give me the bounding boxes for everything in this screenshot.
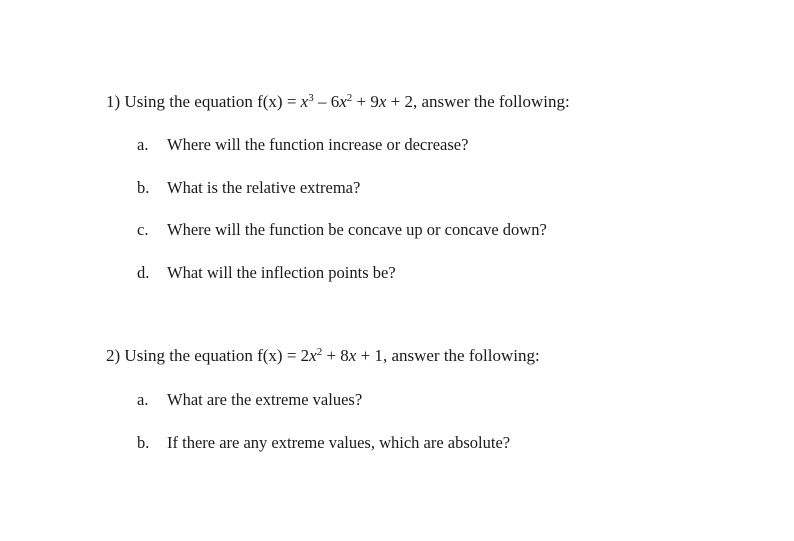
item-text: What is the relative extrema? — [167, 178, 361, 197]
eq1-var-3: x — [378, 92, 387, 111]
eq1-var-2: x — [339, 92, 347, 111]
eq1-op-1: – 6 — [313, 92, 340, 111]
question-1-prefix: 1) Using the equation f(x) = — [106, 92, 301, 111]
item-text: If there are any extreme values, which are absolute? — [167, 433, 511, 452]
item-letter: b. — [137, 178, 150, 197]
eq2-op-1: + 8 — [322, 346, 349, 365]
item-text: Where will the function be concave up or concave down? — [167, 220, 547, 239]
eq1-var-1: x — [300, 92, 309, 111]
eq2-tail: + 1 — [356, 346, 383, 365]
question-1-item-a — [137, 135, 468, 155]
item-letter: b. — [137, 433, 150, 452]
question-1-item-d — [137, 263, 396, 283]
question-2-item-a — [137, 390, 362, 410]
item-text: Where will the function increase or decrease? — [167, 135, 469, 154]
item-text: What are the extreme values? — [167, 390, 363, 409]
question-1 — [106, 92, 570, 112]
item-letter: d. — [137, 263, 150, 282]
question-2-prefix: 2) Using the equation f(x) = — [106, 346, 301, 365]
item-letter: c. — [137, 220, 149, 239]
question-1-item-c — [137, 220, 547, 240]
eq2-lead: 2 — [300, 346, 310, 365]
eq1-op-2: + 9 — [352, 92, 379, 111]
question-2-suffix: , answer the following: — [382, 346, 540, 365]
question-1-equation — [301, 92, 413, 111]
question-2-equation — [301, 346, 383, 365]
question-2 — [106, 346, 540, 366]
eq2-var-1: x — [309, 346, 317, 365]
question-2-item-b — [137, 433, 510, 453]
question-1-item-b — [137, 178, 360, 198]
eq2-exp-1: 2 — [316, 346, 323, 358]
item-letter: a. — [137, 135, 149, 154]
eq2-var-2: x — [348, 346, 357, 365]
item-letter: a. — [137, 390, 149, 409]
eq1-exp-2: 2 — [346, 92, 353, 104]
question-1-suffix: , answer the following: — [412, 92, 570, 111]
eq1-exp-1: 3 — [308, 92, 314, 104]
eq1-tail: + 2 — [386, 92, 413, 111]
item-text: What will the inflection points be? — [167, 263, 396, 282]
